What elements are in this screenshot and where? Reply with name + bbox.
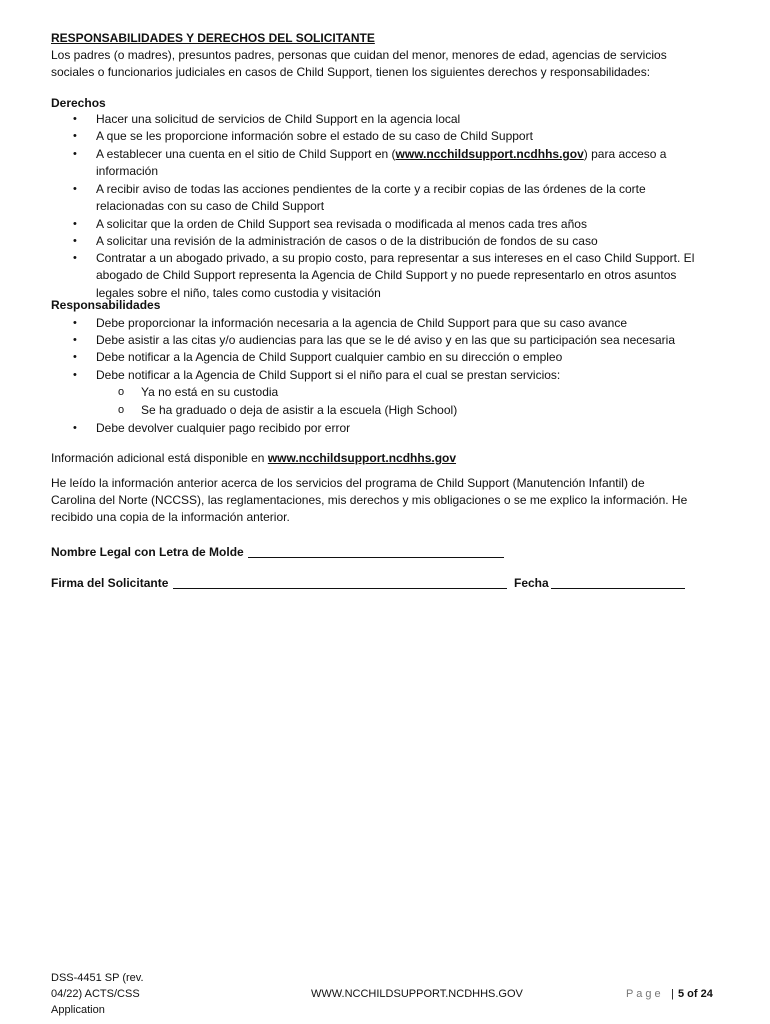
section-heading: RESPONSABILIDADES Y DERECHOS DEL SOLICITANTE — [51, 31, 375, 45]
name-field-line[interactable] — [248, 557, 504, 558]
footer-page-word: P a g e — [626, 988, 661, 1000]
additional-info — [51, 450, 456, 467]
bullet-icon: • — [73, 148, 77, 160]
footer-website: WWW.NCCHILDSUPPORT.NCDHHS.GOV — [311, 988, 523, 1000]
rights-item-continuation: abogado de Child Support representa la Agencia de Child Support y no puede representarlo en otros asuntos — [96, 268, 677, 282]
intro-line-1: Los padres (o madres), presuntos padres, personas que cuidan del menor, menores de edad, agencias de servicios — [51, 48, 667, 62]
responsibility-subitem: Ya no está en su custodia — [141, 385, 279, 399]
footer-form-id-1: DSS-4451 SP (rev. — [51, 972, 144, 984]
bullet-icon: • — [73, 113, 77, 125]
responsibilities-title: Responsabilidades — [51, 298, 161, 312]
responsibility-item: Debe proporcionar la información necesaria a la agencia de Child Support para que su caso avance — [96, 316, 627, 330]
footer-form-id-2: 04/22) ACTS/CSS — [51, 988, 140, 1000]
bullet-icon: • — [73, 334, 77, 346]
acknowledgement-line-1: He leído la información anterior acerca de los servicios del programa de Child Support (Manutención Infantil) de — [51, 476, 645, 490]
bullet-icon: • — [73, 369, 77, 381]
bullet-icon: • — [73, 317, 77, 329]
name-field-label: Nombre Legal con Letra de Molde — [51, 545, 244, 559]
sub-bullet-icon: o — [118, 386, 125, 398]
date-field-label: Fecha — [514, 576, 549, 590]
signature-field-label: Firma del Solicitante — [51, 576, 169, 590]
rights-item: Hacer una solicitud de servicios de Child Support en la agencia local — [96, 112, 461, 126]
rights-item: A recibir aviso de todas las acciones pendientes de la corte y a recibir copias de las órdenes de la corte — [96, 182, 646, 196]
responsibility-item: Debe notificar a la Agencia de Child Support cualquier cambio en su dirección o empleo — [96, 350, 563, 364]
bullet-icon: • — [73, 183, 77, 195]
bullet-icon: • — [73, 351, 77, 363]
footer-page-number: 5 of 24 — [678, 988, 713, 1000]
bullet-icon: • — [73, 218, 77, 230]
website-link[interactable]: www.ncchildsupport.ncdhhs.gov — [267, 451, 457, 465]
rights-item-text: A establecer una cuenta en el sitio de Child Support en ( — [96, 147, 396, 161]
rights-item: A solicitar que la orden de Child Support sea revisada o modificada al menos cada tres años — [96, 217, 587, 231]
rights-item-continuation: información — [96, 164, 159, 178]
rights-item: A solicitar una revisión de la administración de casos o de la distribución de fondos de su caso — [96, 234, 598, 248]
acknowledgement-line-2: Carolina del Norte (NCCSS), las reglamentaciones, mis derechos y mis obligaciones o se me explico la información. He — [51, 493, 688, 507]
rights-item-continuation: relacionadas con su caso de Child Support — [96, 199, 325, 213]
rights-item-continuation: legales sobre el niño, tales como custodia y visitación — [96, 286, 381, 300]
date-field-line[interactable] — [551, 588, 685, 589]
responsibility-subitem: Se ha graduado o deja de asistir a la escuela (High School) — [141, 403, 458, 417]
rights-item — [96, 146, 666, 163]
intro-line-2: sociales o funcionarios judiciales en casos de Child Support, tienen los siguientes derechos y responsabilidades: — [51, 65, 651, 79]
bullet-icon: • — [73, 235, 77, 247]
bullet-icon: • — [73, 422, 77, 434]
bullet-icon: • — [73, 252, 77, 264]
acknowledgement-line-3: recibido una copia de la información anterior. — [51, 510, 290, 524]
rights-item: Contratar a un abogado privado, a su propio costo, para representar a sus intereses en el caso Child Support. El — [96, 251, 695, 265]
footer-form-id-3: Application — [51, 1004, 105, 1016]
responsibility-item: Debe devolver cualquier pago recibido por error — [96, 421, 351, 435]
website-link[interactable]: www.ncchildsupport.ncdhhs.gov — [395, 147, 584, 161]
responsibility-item: Debe notificar a la Agencia de Child Support si el niño para el cual se prestan servicios: — [96, 368, 561, 382]
additional-info-text: Información adicional está disponible en — [51, 451, 268, 465]
rights-item-text: ) para acceso a — [583, 147, 667, 161]
bullet-icon: • — [73, 130, 77, 142]
rights-title: Derechos — [51, 96, 106, 110]
responsibility-item: Debe asistir a las citas y/o audiencias para las que se le dé aviso y en las que su participación sea necesaria — [96, 333, 675, 347]
sub-bullet-icon: o — [118, 404, 125, 416]
signature-field-line[interactable] — [173, 588, 507, 589]
footer-separator: | — [671, 988, 674, 1000]
rights-item: A que se les proporcione información sobre el estado de su caso de Child Support — [96, 129, 533, 143]
